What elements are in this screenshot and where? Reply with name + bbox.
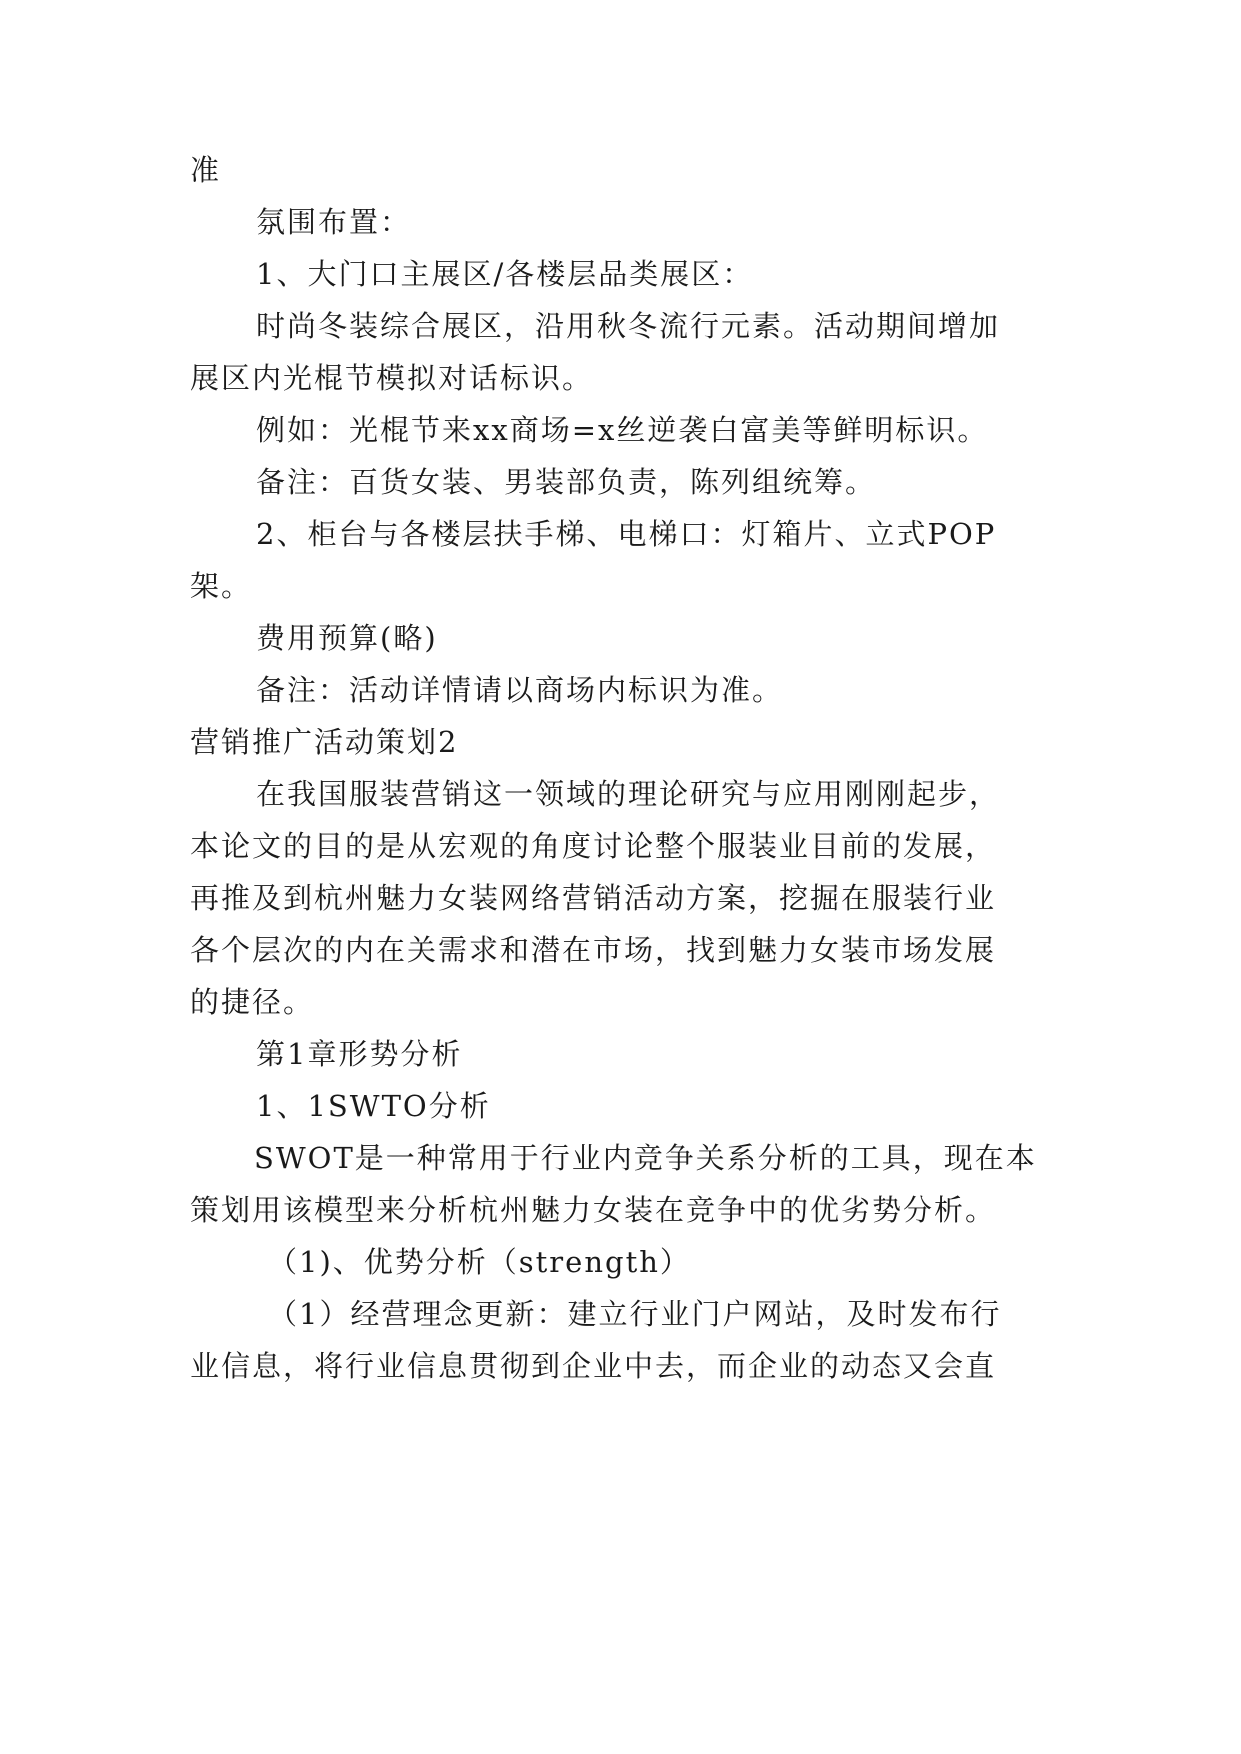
text-line: SWOT是一种常用于行业内竞争关系分析的工具，现在本: [254, 1141, 1037, 1175]
chapter-heading: 第1章形势分析: [256, 1037, 463, 1071]
section-title: 营销推广活动策划2: [190, 725, 459, 759]
text-line: 准: [190, 153, 222, 187]
section-heading: 氛围布置：: [256, 205, 412, 239]
text-line: 本论文的目的是从宏观的角度讨论整个服装业目前的发展，: [190, 829, 997, 863]
text-line: 在我国服装营销这一领域的理论研究与应用刚刚起步，: [256, 777, 1001, 811]
subsection-heading: 1、1SWTO分析: [256, 1089, 491, 1123]
text-line: 备注：百货女装、男装部负责，陈列组统筹。: [256, 465, 877, 499]
text-line: 的捷径。: [190, 985, 315, 1019]
text-line: 策划用该模型来分析杭州魅力女装在竞争中的优劣势分析。: [190, 1193, 997, 1227]
text-line: 再推及到杭州魅力女装网络营销活动方案，挖掘在服装行业: [190, 881, 997, 915]
text-line: 展区内光棍节模拟对话标识。: [190, 361, 594, 395]
text-line: 2、柜台与各楼层扶手梯、电梯口：灯箱片、立式POP: [256, 517, 997, 551]
subsection-heading: （1)、优势分析（strength）: [268, 1245, 691, 1279]
text-line: 业信息，将行业信息贯彻到企业中去，而企业的动态又会直: [190, 1349, 997, 1383]
text-line: 时尚冬装综合展区，沿用秋冬流行元素。活动期间增加: [256, 309, 1001, 343]
text-line: 备注：活动详情请以商场内标识为准。: [256, 673, 784, 707]
text-line: 例如：光棍节来xx商场=x丝逆袭白富美等鲜明标识。: [256, 413, 989, 447]
text-line: （1）经营理念更新：建立行业门户网站，及时发布行: [268, 1297, 1002, 1331]
text-line: 架。: [190, 569, 253, 603]
text-line: 各个层次的内在关需求和潜在市场，找到魅力女装市场发展: [190, 933, 997, 967]
text-line: 费用预算(略): [256, 621, 438, 655]
text-line: 1、大门口主展区/各楼层品类展区：: [256, 257, 754, 291]
